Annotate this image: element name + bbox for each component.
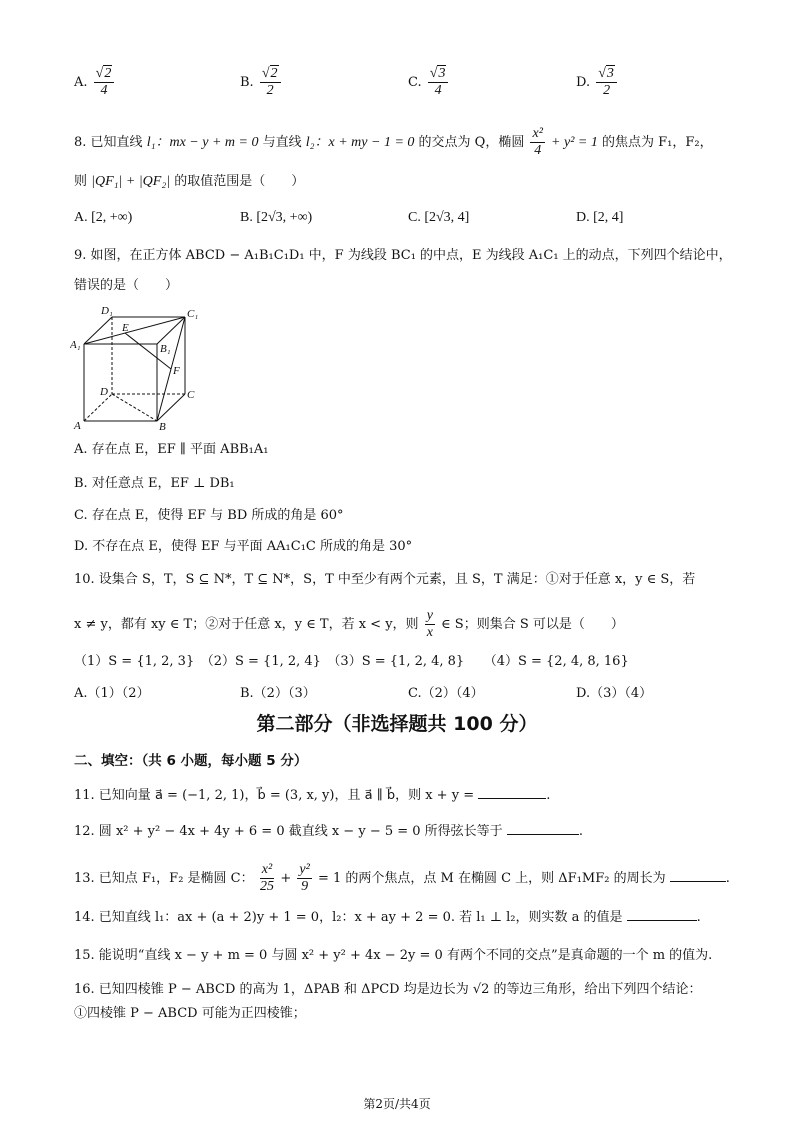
hidden-edge-AD xyxy=(84,394,112,421)
answer-blank[interactable] xyxy=(670,881,726,882)
q11 xyxy=(74,786,550,806)
text: 与直线 xyxy=(262,135,302,150)
label-D1: D₁ xyxy=(101,305,113,317)
label-C: C xyxy=(187,389,195,401)
numerator: 3 xyxy=(606,66,614,81)
denominator: 25 xyxy=(259,879,274,894)
section2-title: 二、填空：（共 6 小题，每小题 5 分） xyxy=(74,753,308,769)
denominator: 4 xyxy=(100,83,108,98)
q8-stem-line1 xyxy=(74,126,713,159)
numerator: y² xyxy=(299,862,310,877)
denominator: x xyxy=(426,625,433,640)
label-B: B xyxy=(159,421,166,433)
text: 8. 已知直线 xyxy=(74,135,143,150)
hidden-segment-DB xyxy=(112,394,157,421)
text: 13. 已知点 F₁，F₂ 是椭圆 C： xyxy=(74,871,254,886)
q10-option-c: C.（2）（4） xyxy=(408,686,484,701)
text: . xyxy=(546,788,551,803)
fraction xyxy=(297,862,311,895)
q9-option-b: B. 对任意点 E，EF ⊥ DB₁ xyxy=(74,476,235,491)
denominator: 4 xyxy=(434,83,442,98)
q8-stem-line2 xyxy=(74,172,304,192)
text: ∈ S；则集合 S 可以是（ ） xyxy=(441,617,624,632)
text: 12. 圆 x² + y² − 4x + 4y + 6 = 0 截直线 x − y − 5 = 0 所得弦长等于 xyxy=(74,824,503,839)
edge-BC xyxy=(157,394,185,421)
fraction xyxy=(425,608,435,641)
label-A: A xyxy=(74,420,81,432)
math: |QF₁| + |QF₂| xyxy=(91,174,171,189)
q9-option-c: C. 存在点 E，使得 EF 与 BD 所成的角是 60° xyxy=(74,508,344,523)
fraction: $\frac{√2}{4}$ xyxy=(94,66,115,99)
denominator: 4 xyxy=(534,143,542,158)
numerator: y xyxy=(426,608,433,623)
text: . xyxy=(696,910,701,925)
label-A1: A₁ xyxy=(70,339,81,351)
numerator: x² xyxy=(261,862,273,877)
answer-blank[interactable] xyxy=(627,920,697,921)
option-label: A. xyxy=(74,75,88,90)
denominator: 9 xyxy=(301,879,309,894)
q8-option-c: C. [2√3, 4] xyxy=(408,210,470,225)
option-label: D. xyxy=(576,75,591,90)
text: + xyxy=(280,871,292,886)
option-label: C. xyxy=(408,75,422,90)
text: 的焦点为 F₁，F₂， xyxy=(602,135,713,150)
q9-stem-line1: 9. 如图，在正方体 ABCD − A₁B₁C₁D₁ 中，F 为线段 BC₁ 的中点，E 为线段 A₁C₁ 上的动点，下列四个结论中， xyxy=(74,248,732,263)
q7-option-c xyxy=(408,66,450,99)
text: 的取值范围是（ ） xyxy=(174,174,305,189)
cube-figure xyxy=(70,303,210,433)
q10-cases: （1）S = {1, 2, 3} （2）S = {1, 2, 4} （3）S = {1, 2, 4, 8} （4）S = {2, 4, 8, 16} xyxy=(74,654,629,669)
q10-option-b: B.（2）（3） xyxy=(240,686,316,701)
math: l₁ xyxy=(146,135,156,150)
q14 xyxy=(74,908,701,928)
numerator: 2 xyxy=(104,66,112,81)
text: 则 xyxy=(74,174,88,189)
fraction xyxy=(530,126,544,159)
math: l₂ xyxy=(305,135,315,150)
label-B1: B₁ xyxy=(160,343,171,355)
q9-stem-line2: 错误的是（ ） xyxy=(74,278,179,293)
q10-stem-line1: 10. 设集合 S，T，S ⊆ N*，T ⊆ N*，S，T 中至少有两个元素，且 S，T 满足：①对于任意 x，y ∈ S，若 xyxy=(74,572,696,587)
q7-option-d xyxy=(576,66,619,99)
text: 的交点为 Q，椭圆 xyxy=(418,135,525,150)
page-footer: 第2页/共4页 xyxy=(363,1097,431,1111)
q16-line1: 16. 已知四棱锥 P − ABCD 的高为 1，ΔPAB 和 ΔPCD 均是边长为 √2 的等边三角形，给出下列四个结论： xyxy=(74,982,702,997)
math: + y² = 1 xyxy=(551,135,598,150)
label-D: D xyxy=(100,386,108,398)
text: = 1 的两个焦点，点 M 在椭圆 C 上，则 ΔF₁MF₂ 的周长为 xyxy=(317,871,666,886)
q16-line2: ①四棱锥 P − ABCD 可能为正四棱锥； xyxy=(74,1006,306,1021)
label-F: F xyxy=(173,365,180,377)
denominator: 2 xyxy=(603,83,611,98)
fraction xyxy=(260,862,274,895)
q9-option-d: D. 不存在点 E，使得 EF 与平面 AA₁C₁C 所成的角是 30° xyxy=(74,539,413,554)
math: ：x + my − 1 = 0 xyxy=(314,135,415,150)
text: . xyxy=(578,824,583,839)
q8-option-b: B. [2√3, +∞) xyxy=(240,210,313,225)
q10-option-a: A.（1）（2） xyxy=(74,686,150,701)
text: x ≠ y，都有 xy ∈ T；②对于任意 x，y ∈ T，若 x < y，则 xyxy=(74,617,419,632)
fraction: $\frac{√3}{4}$ xyxy=(428,66,449,99)
q9-option-a: A. 存在点 E，EF ∥ 平面 ABB₁A₁ xyxy=(74,442,269,457)
q13 xyxy=(74,862,730,895)
q10-option-d: D.（3）（4） xyxy=(576,686,653,701)
text: . xyxy=(725,871,730,886)
numerator: x² xyxy=(532,126,543,141)
q7-option-b xyxy=(240,66,283,99)
option-label: B. xyxy=(240,75,254,90)
answer-blank[interactable] xyxy=(478,798,546,799)
q7-option-a xyxy=(74,66,116,99)
fraction: $\frac{√2}{2}$ xyxy=(260,66,281,99)
text: 11. 已知向量 a⃗ = (−1, 2, 1)，b⃗ = (3, x, y)，且 a⃗ ∥ b⃗，则 x + y = xyxy=(74,788,475,803)
denominator: 2 xyxy=(266,83,274,98)
math: ：mx − y + m = 0 xyxy=(155,135,259,150)
fraction: $\frac{√3}{2}$ xyxy=(596,66,617,99)
label-E: E xyxy=(122,322,129,334)
q10-stem-line2 xyxy=(74,608,624,641)
numerator: 3 xyxy=(438,66,446,81)
q8-option-a: A. [2, +∞) xyxy=(74,210,133,225)
answer-blank[interactable] xyxy=(507,834,579,835)
part2-title: 第二部分（非选择题共 100 分） xyxy=(256,713,538,735)
q8-option-d: D. [2, 4] xyxy=(576,210,624,225)
numerator: 2 xyxy=(270,66,278,81)
q15: 15. 能说明“直线 x − y + m = 0 与圆 x² + y² + 4x − 2y = 0 有两个不同的交点”是真命题的一个 m 的值为. xyxy=(74,948,713,963)
q12 xyxy=(74,822,583,842)
label-C1: C₁ xyxy=(187,308,199,320)
text: 14. 已知直线 l₁：ax + (a + 2)y + 1 = 0，l₂：x + ay + 2 = 0. 若 l₁ ⊥ l₂，则实数 a 的值是 xyxy=(74,910,623,925)
